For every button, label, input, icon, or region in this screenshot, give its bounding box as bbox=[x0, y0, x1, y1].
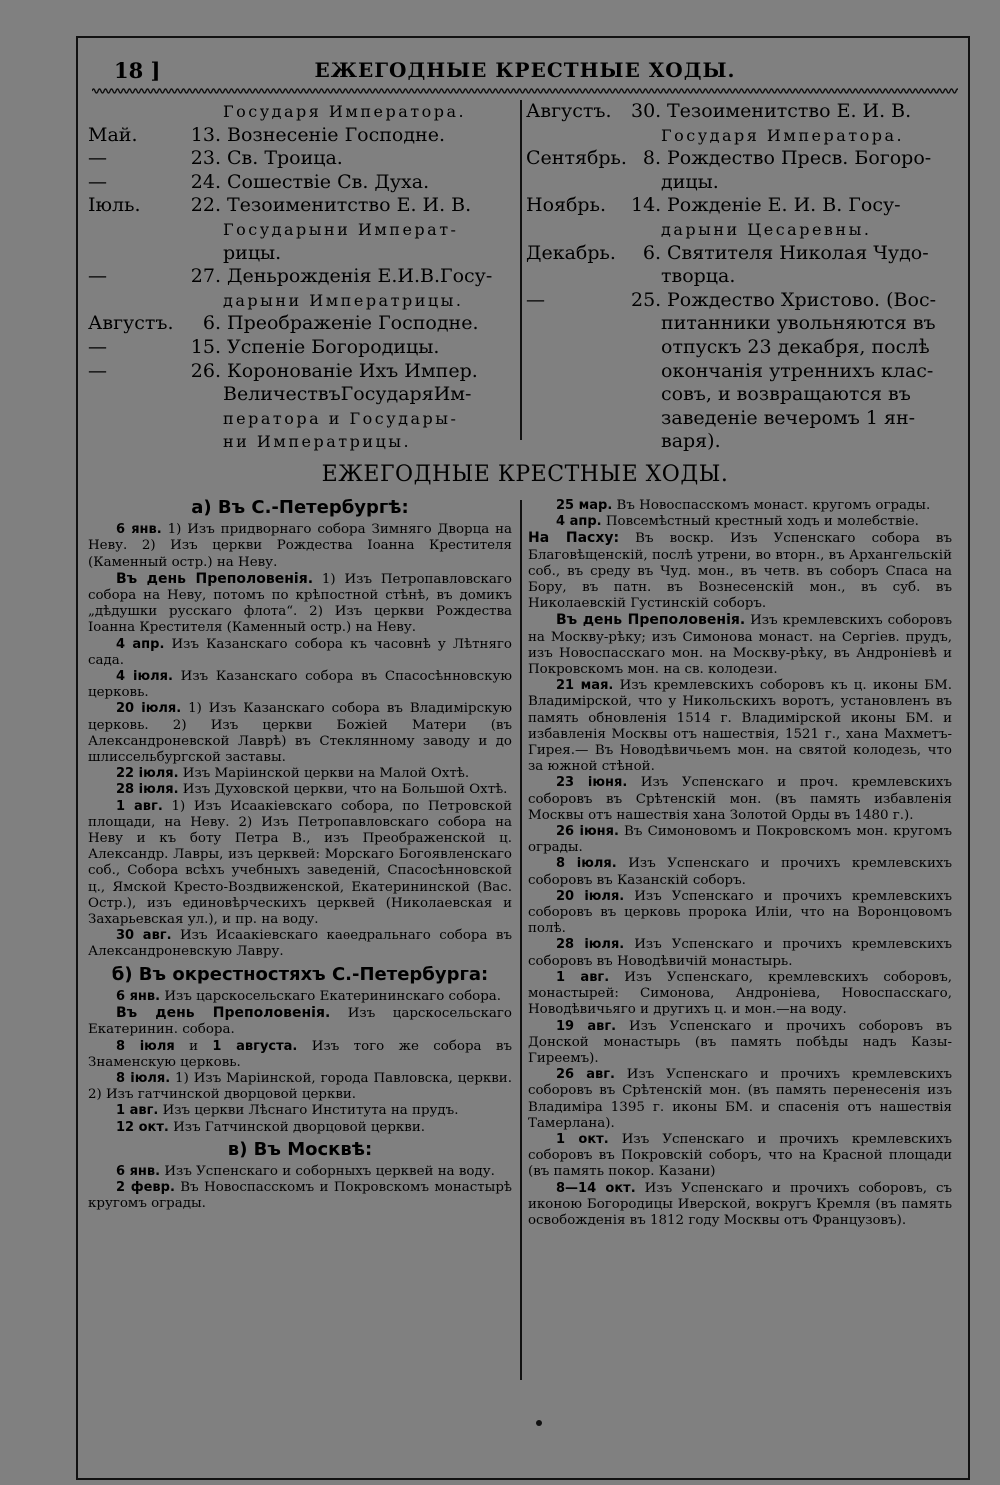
procession-entry bbox=[528, 530, 952, 612]
entry-date: 1 авг. bbox=[556, 969, 610, 985]
calendar-month: Августъ. bbox=[88, 312, 174, 335]
calendar-month: — bbox=[88, 170, 107, 193]
calendar-event: Святителя Николая Чудо- bbox=[667, 241, 929, 264]
procession-entry bbox=[88, 782, 512, 798]
calendar-event-continuation: творца. bbox=[661, 265, 736, 288]
entry-date: 19 авг. bbox=[556, 1018, 617, 1034]
calendar-event-continuation: Государыни Императ- bbox=[223, 219, 459, 239]
entry-text: Изъ Успенскаго и прочихъ кремлевскихъ соборовъ въ Казанскій соборъ. bbox=[528, 856, 952, 888]
calendar-event-continuation: ВеличествъГосударяИм- bbox=[223, 383, 472, 406]
calendar-event: Сошествіе Св. Духа. bbox=[227, 170, 430, 193]
entry-text: Изъ Духовской церкви, что на Большой Охтѣ. bbox=[178, 782, 508, 798]
entry-date: 4 апр. bbox=[116, 636, 165, 652]
entry-text: Изъ Казанскаго собора къ часовнѣ у Лѣтняго сада. bbox=[88, 636, 512, 668]
calendar-day: 22. bbox=[190, 194, 221, 217]
calendar-event-continuation: совъ, и возвращаются въ bbox=[661, 383, 911, 406]
calendar-row bbox=[88, 265, 518, 289]
entry-text: Изъ Успенскаго, кремлевскихъ соборовъ, монастырей: Симонова, Андроніева, Новоспасскаго, Новодѣвичьяго и другихъ ц. и мон.—на воду. bbox=[528, 969, 952, 1018]
entry-text: Изъ Казанскаго собора въ Спасосѣнновскую церковь. bbox=[88, 669, 512, 701]
calendar-event: Тезоименитство Е. И. В. bbox=[227, 194, 472, 217]
entry-date: 12 окт. bbox=[116, 1119, 169, 1135]
procession-entry bbox=[528, 612, 952, 678]
calendar-event-continuation: питанники увольняются въ bbox=[661, 312, 936, 335]
calendar-left-column bbox=[88, 100, 518, 454]
procession-entry bbox=[528, 937, 952, 969]
page-header bbox=[90, 52, 960, 86]
calendar-day: 25. bbox=[631, 288, 662, 311]
procession-entry bbox=[88, 1071, 512, 1103]
calendar-event: Рождество Христово. (Вос- bbox=[667, 288, 937, 311]
entry-date: Въ день Преполовенія. bbox=[116, 570, 314, 587]
entry-text: 1) Изъ придворнаго собора Зимняго Дворца на Неву. 2) Изъ церкви Рождества Іоанна Крестителя (Каменный остр.) на Неву. bbox=[88, 522, 512, 570]
calendar-row bbox=[526, 194, 956, 218]
calendar-row bbox=[88, 147, 518, 171]
procession-entry bbox=[88, 522, 512, 571]
running-title: ЕЖЕГОДНЫЕ КРЕСТНЫЕ ХОДЫ. bbox=[314, 58, 736, 82]
calendar-month: Май. bbox=[88, 123, 138, 146]
procession-entry bbox=[88, 799, 512, 929]
entry-date: Въ день Преполовенія. bbox=[116, 1005, 331, 1022]
calendar-row bbox=[88, 124, 518, 148]
procession-entry bbox=[88, 1103, 512, 1119]
entry-date: 21 мая. bbox=[556, 678, 614, 694]
heading-petersburg-environs: б) Въ окрестностяхъ С.-Петербурга: bbox=[111, 963, 489, 985]
procession-entry bbox=[88, 701, 512, 766]
entry-text: Изъ Успенскаго и прочихъ кремлевскихъ соборовъ въ Срѣтенскій мон. (въ память перенесенія изъ Владиміра 1395 г. иконы БМ. и спасенія отъ нашествія Тамерлана). bbox=[528, 1067, 952, 1131]
procession-entry bbox=[528, 824, 952, 856]
entry-text: Изъ Успенскаго и прочихъ кремлевскихъ соборовъ въ Новодѣвичій монастырь. bbox=[528, 937, 952, 969]
calendar-month: — bbox=[88, 265, 107, 288]
calendar-month: — bbox=[88, 335, 107, 358]
page-number: 18 ] bbox=[114, 58, 161, 83]
calendar-row bbox=[88, 360, 518, 384]
entry-text: Изъ Успенскаго и прочихъ кремлевскихъ соборовъ въ Покровскій соборъ, что на Красной площади (въ память покор. Казани) bbox=[528, 1131, 952, 1180]
procession-entry bbox=[528, 1067, 952, 1132]
heading-petersburg: а) Въ С.-Петербургѣ: bbox=[191, 497, 409, 518]
calendar-event: Успеніе Богородицы. bbox=[227, 335, 440, 358]
calendar-event-continuation: дарыни Цесаревны. bbox=[661, 219, 872, 239]
calendar-right-column bbox=[526, 100, 956, 454]
entry-date: 28 іюля. bbox=[116, 782, 179, 798]
entry-date: 6 янв. bbox=[116, 1163, 161, 1179]
entry-date: 8 іюля. bbox=[556, 856, 617, 872]
procession-entry bbox=[88, 1005, 512, 1038]
calendar-row bbox=[526, 100, 956, 124]
procession-entry bbox=[528, 970, 952, 1019]
entry-date: 8—14 окт. bbox=[556, 1180, 636, 1196]
calendar-row bbox=[88, 194, 518, 218]
calendar-month: Августъ. bbox=[526, 100, 612, 122]
calendar-day: 15. bbox=[190, 335, 221, 358]
wavy-rule bbox=[92, 86, 958, 96]
procession-entry bbox=[88, 1164, 512, 1180]
ink-dot bbox=[536, 1420, 542, 1426]
calendar-event-continuation: дицы. bbox=[661, 170, 719, 193]
calendar-event-continuation: варя). bbox=[661, 430, 721, 453]
procession-entry bbox=[88, 1180, 512, 1212]
entry-date: Въ день Преполовенія. bbox=[556, 612, 746, 629]
procession-entry bbox=[88, 571, 512, 637]
procession-entry bbox=[528, 775, 952, 824]
entry-text: Изъ царскосельскаго Екатеринин. собора. bbox=[88, 1006, 512, 1038]
calendar-event-continuation: заведеніе вечеромъ 1 ян- bbox=[661, 406, 916, 429]
entry-text: Изъ царскосельскаго Екатерининскаго собора. bbox=[160, 988, 502, 1004]
entry-text: Изъ Успенскаго и прочихъ кремлевскихъ соборовъ въ церковь пророка Иліи, что на Воронцовомъ полѣ. bbox=[528, 888, 952, 937]
calendar-event-continuation: ни Императрицы. bbox=[223, 432, 412, 452]
calendar-row bbox=[526, 147, 956, 171]
calendar-event-continuation: Государя Императора. bbox=[661, 125, 905, 145]
entry-date: 20 іюля. bbox=[556, 888, 625, 904]
procession-entry bbox=[528, 889, 952, 938]
entry-text: Изъ Успенскаго и соборныхъ церквей на воду. bbox=[160, 1163, 495, 1179]
calendar-row bbox=[88, 171, 518, 195]
entry-date: 26 авг. bbox=[556, 1067, 615, 1083]
calendar-event-continuation: окончанія утреннихъ клас- bbox=[661, 359, 934, 382]
entry-date: 8 іюля bbox=[116, 1038, 175, 1054]
entry-date: 23 іюня. bbox=[556, 775, 628, 791]
entry-text: Изъ кремлевскихъ соборовъ къ ц. иконы БМ. Владимірской, что у Никольскихъ воротъ, установленъ въ память обновленія 1514 г. Владимірской иконы БМ. и избавленія Москвы отъ нашествія, 1521 г., хана Махметъ-Гирея.— Въ Новодѣвичьемъ мон. на святой колодезь, что за южной стѣной. bbox=[528, 678, 952, 775]
calendar-event-continuation: ператора и Государы- bbox=[223, 408, 459, 428]
heading-moscow: в) Въ Москвѣ: bbox=[227, 1138, 373, 1160]
procession-entry bbox=[528, 678, 952, 775]
calendar-event-continuation: дарыни Императрицы. bbox=[223, 290, 464, 310]
calendar-day: 6. bbox=[642, 241, 661, 264]
procession-entry bbox=[88, 637, 512, 669]
column-divider bbox=[520, 500, 522, 1380]
right-text-column bbox=[528, 498, 952, 1229]
entry-text: Изъ Успенскаго и проч. кремлевскихъ соборовъ въ Срѣтенскій мон. (въ память избавленія Москвы отъ нашествія хана Золотой Орды въ 1480 г.). bbox=[528, 775, 953, 823]
entry-text: 1) Изъ Маріинской, города Павловска, церкви. 2) Изъ гатчинской дворцовой церкви. bbox=[88, 1070, 512, 1103]
calendar-divider bbox=[520, 100, 522, 440]
calendar-event: Рожденіе Е. И. В. Госу- bbox=[667, 194, 901, 217]
calendar-event: Преображеніе Господне. bbox=[227, 312, 479, 335]
entry-text: Въ Новоспасскомъ и Покровскомъ монастырѣ кругомъ ограды. bbox=[88, 1180, 512, 1212]
entry-date: 1 августа. bbox=[212, 1038, 298, 1054]
calendar-event-continuation: отпускъ 23 декабря, послѣ bbox=[661, 335, 930, 358]
procession-entry bbox=[88, 989, 512, 1005]
procession-entry bbox=[88, 1039, 512, 1071]
entry-date: 1 авг. bbox=[116, 1103, 159, 1119]
calendar-month: — bbox=[88, 359, 107, 382]
procession-entry bbox=[88, 928, 512, 960]
calendar-month: — bbox=[88, 147, 107, 170]
calendar-event: Св. Троица. bbox=[227, 147, 343, 170]
entry-date: 25 мар. bbox=[556, 498, 613, 513]
entry-date: 1 окт. bbox=[556, 1131, 609, 1147]
entry-date: 1 авг. bbox=[116, 798, 163, 814]
calendar-event: Деньрожденія Е.И.В.Госу- bbox=[227, 265, 493, 288]
entry-text: Изъ Гатчинской дворцовой церкви. bbox=[168, 1119, 426, 1135]
calendar-event: Рождество Пресв. Богоро- bbox=[667, 147, 932, 170]
entry-date: 20 іюля. bbox=[116, 701, 182, 717]
procession-entry bbox=[528, 514, 952, 530]
entry-text: Изъ Успенскаго и прочихъ соборовъ, съ иконою Богородицы Иверской, вокругъ Кремля (въ память освобожденія въ 1812 году Москвы отъ Французовъ). bbox=[528, 1180, 953, 1228]
entry-text: Изъ Маріинской церкви на Малой Охтѣ. bbox=[178, 766, 470, 782]
entry-text: Изъ кремлевскихъ соборовъ на Москву-рѣку; изъ Симонова монаст. на Сергіев. прудъ, изъ Новоспасскаго мон. на Москву-рѣку, въ Андроніевѣ и Покровскомъ мон. на св. колодези. bbox=[528, 613, 952, 678]
entry-text: Изъ того же собора въ Знаменскую церковь. bbox=[88, 1038, 512, 1070]
entry-date: 6 янв. bbox=[116, 522, 162, 538]
calendar-event: Вознесеніе Господне. bbox=[227, 123, 445, 146]
entry-date: 30 авг. bbox=[116, 928, 172, 944]
entry-text: Въ воскр. Изъ Успенскаго собора въ Благовѣщенскій, послѣ утрени, во вторн., въ Архангельскій соб., въ среду въ Чуд. мон., въ четв. въ соборъ Спаса на Бору, въ патн. въ Вознесенскій мон., въ суб. въ Николаевскій Густинскій соборъ. bbox=[528, 531, 952, 612]
entry-date: На Пасху: bbox=[528, 530, 620, 547]
procession-entry bbox=[528, 498, 952, 514]
calendar-day: 8. bbox=[642, 147, 661, 170]
entry-date: 26 іюня. bbox=[556, 824, 619, 840]
left-text-column bbox=[88, 498, 512, 1213]
calendar-day: 30. bbox=[631, 100, 662, 122]
procession-entry bbox=[88, 1120, 512, 1136]
calendar-month: Іюль. bbox=[88, 194, 141, 217]
calendar-month: — bbox=[526, 288, 545, 311]
entry-date: 22 іюля. bbox=[116, 766, 179, 782]
calendar-day: 13. bbox=[190, 123, 221, 146]
calendar-event: Тезоименитство Е. И. В. bbox=[667, 100, 912, 122]
calendar-row bbox=[88, 336, 518, 360]
entry-date: 6 янв. bbox=[116, 988, 161, 1004]
entry-text: Въ Симоновомъ и Покровскомъ мон. кругомъ ограды. bbox=[528, 824, 952, 856]
calendar-event-continuation: рицы. bbox=[223, 241, 282, 264]
procession-entry bbox=[88, 766, 512, 782]
procession-entry bbox=[528, 1019, 952, 1068]
calendar-event: Коронованіе Ихъ Импер. bbox=[227, 359, 478, 382]
calendar-day: 23. bbox=[190, 147, 221, 170]
entry-text: и bbox=[174, 1038, 213, 1054]
entry-date: 4 іюля. bbox=[116, 669, 173, 685]
calendar-month: Ноябрь. bbox=[526, 194, 606, 217]
entry-text: Повсемѣстный крестный ходъ и молебствіе. bbox=[601, 514, 919, 530]
procession-entry bbox=[528, 1132, 952, 1181]
calendar-day: 14. bbox=[631, 194, 662, 217]
entry-date: 28 іюля. bbox=[556, 937, 625, 953]
entry-text: Изъ Исаакіевскаго каѳедральнаго собора въ Александроневскую Лавру. bbox=[88, 928, 512, 960]
entry-date: 8 іюля. bbox=[116, 1070, 171, 1086]
calendar-day: 27. bbox=[190, 265, 221, 288]
calendar-continuation-line: Государя Императора. bbox=[223, 102, 467, 121]
entry-text: Изъ Успенскаго и прочихъ соборовъ въ Донской монастырь (въ память побѣды надъ Казы-Гиреемъ). bbox=[528, 1018, 952, 1066]
entry-date: 2 февр. bbox=[116, 1180, 175, 1196]
entry-text: Изъ церкви Лѣснаго Института на прудъ. bbox=[158, 1103, 459, 1119]
section-title: ЕЖЕГОДНЫЕ КРЕСТНЫЕ ХОДЫ. bbox=[321, 462, 729, 487]
procession-entry bbox=[88, 669, 512, 701]
entry-date: 4 апр. bbox=[556, 514, 602, 530]
calendar-day: 24. bbox=[190, 170, 221, 193]
entry-text: 1) Изъ Исаакіевскаго собора, по Петровской площади, на Неву. 2) Изъ Петропавловскаго собора на Неву и къ боту Петра В., изъ Преображенской ц. Александр. Лавры, изъ церквей: Морскаго Богоявленскаго соб., Собора всѣхъ учебныхъ заведеній, Спасосѣнновской ц., Ямской Кресто-Воздвиженской, Екатерининской (Вас. Остр.), изъ единовѣрческихъ церквей (Николаевская и Захарьевская ул.), и пр. на воду. bbox=[88, 798, 512, 928]
entry-text: 1) Изъ Казанскаго собора въ Владимірскую церковь. 2) Изъ церкви Божіей Матери (въ Александроневской Лаврѣ) въ Стеклянному заводу и до шлиссельбургской заставы. bbox=[88, 701, 512, 766]
entry-text: 1) Изъ Петропавловскаго собора на Неву, потомъ по крѣпостной стѣнѣ, въ домикъ „дѣдушки русскаго флота“. 2) Изъ церкви Рождества Іоанна Крестителя (Каменный остр.) на Неву. bbox=[88, 571, 512, 636]
calendar-day: 6. bbox=[202, 312, 221, 335]
calendar-month: Сентябрь. bbox=[526, 147, 627, 170]
calendar-day: 26. bbox=[190, 359, 221, 382]
calendar-row bbox=[526, 242, 956, 266]
procession-entry bbox=[528, 856, 952, 888]
calendar-row bbox=[526, 289, 956, 313]
calendar-month: Декабрь. bbox=[526, 241, 616, 264]
entry-text: Въ Новоспасскомъ монаст. кругомъ ограды. bbox=[612, 498, 931, 513]
calendar-row bbox=[88, 312, 518, 336]
procession-entry bbox=[528, 1181, 952, 1230]
